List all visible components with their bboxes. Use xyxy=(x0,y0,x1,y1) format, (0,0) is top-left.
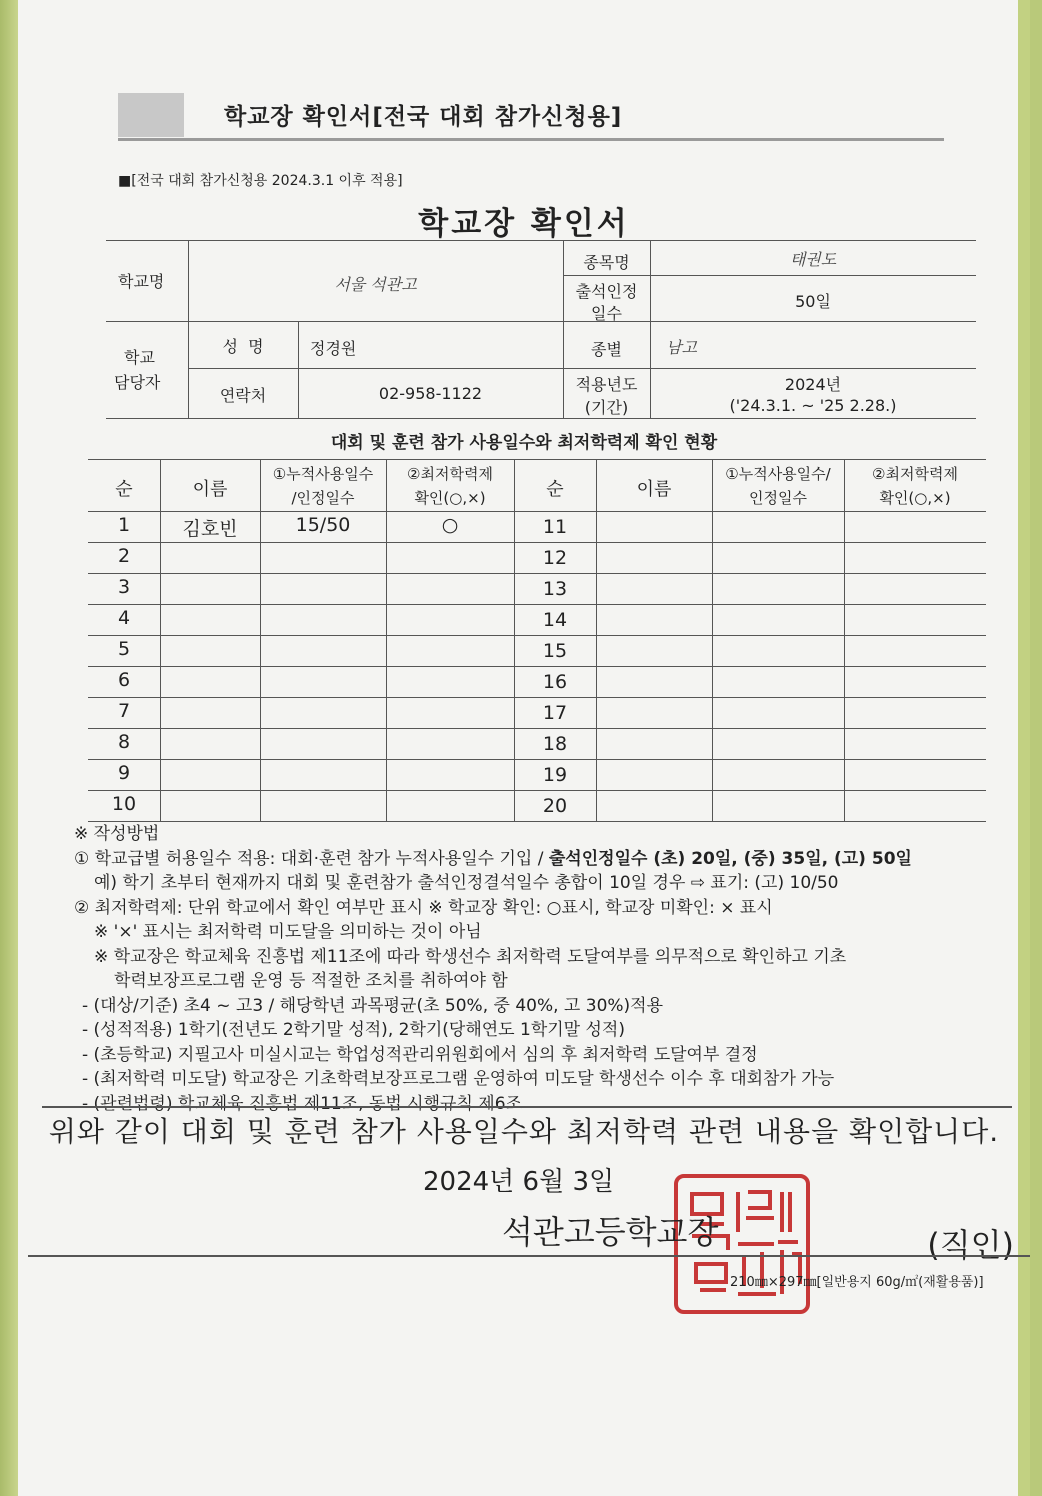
name-value: 정경원 xyxy=(310,339,357,358)
row-15-no: 15 xyxy=(542,640,568,662)
table-column-rule xyxy=(386,459,387,821)
note-5: 학력보장프로그램 운영 등 적절한 조치를 취하여야 함 xyxy=(114,971,508,991)
instructions xyxy=(74,822,1024,1116)
school-label: 학교명 xyxy=(118,272,165,291)
row-11-no: 11 xyxy=(542,516,568,538)
row-19-no: 19 xyxy=(542,764,568,786)
paper-spec-note: 210㎜×297㎜[일반용지 60g/㎡(재활용품)] xyxy=(730,1275,984,1290)
note-6: - (대상/기준) 초4 ~ 고3 / 해당학년 과목평균(초 50%, 중 40%, 고 30%)적용 xyxy=(82,995,664,1016)
note-3: ※ '×' 표시는 최저학력 미도달을 의미하는 것이 아님 xyxy=(94,922,482,942)
year-value: 2024년 xyxy=(784,375,842,394)
year-label: 적용년도 xyxy=(575,375,638,394)
instructions-heading: ※ 작성방법 xyxy=(74,824,160,844)
row-1-name: 김호빈 xyxy=(182,518,238,540)
row-10-no: 10 xyxy=(111,793,137,815)
row-14-no: 14 xyxy=(542,609,568,631)
rule xyxy=(106,240,976,241)
rule xyxy=(28,1255,1030,1257)
note-7: - (성적적용) 1학기(전년도 2학기말 성적), 2학기(당해연도 1학기말 성적) xyxy=(82,1020,625,1040)
note-8: - (초등학교) 지필고사 미실시교는 학업성적관리위원회에서 심의 후 최저학력 도달여부 결정 xyxy=(82,1044,758,1065)
table-row-rule xyxy=(88,542,986,543)
header-gray-box xyxy=(118,93,184,137)
rule xyxy=(88,459,986,460)
confirmation-statement: 위와 같이 대회 및 훈련 참가 사용일수와 최저학력 관련 내용을 확인합니다. xyxy=(48,1115,1000,1148)
table-row-rule xyxy=(88,759,986,760)
attend-value: 50일 xyxy=(795,292,831,311)
rule xyxy=(88,511,986,512)
applicability-note: ■[전국 대회 참가신청용 2024.3.1 이후 적용] xyxy=(118,173,403,189)
note-1-text: ① 학교급별 허용일수 적용: 대회·훈련 참가 누적사용일수 기입 / xyxy=(74,848,549,869)
gender-label: 종별 xyxy=(591,340,622,359)
header-check-2: 확인(○,×) xyxy=(414,489,486,507)
header-rule xyxy=(118,138,944,141)
rule xyxy=(188,368,976,369)
table-column-rule xyxy=(160,459,161,821)
header-no: 순 xyxy=(115,479,133,500)
header-name-right: 이름 xyxy=(636,479,672,500)
attend-label: 출석인정 xyxy=(575,282,638,301)
name-label: 성 명 xyxy=(222,337,264,356)
row-3-no: 3 xyxy=(117,576,131,598)
document-page xyxy=(18,0,1030,1496)
row-6-no: 6 xyxy=(117,669,131,691)
row-7-no: 7 xyxy=(117,700,131,722)
document-title: 학교장 확인서 xyxy=(418,206,630,242)
note-9: - (최저학력 미도달) 학교장은 기초학력보장프로그램 운영하여 미도달 학생선수 이수 후 대회참가 가능 xyxy=(82,1069,835,1089)
year-label-2: (기간) xyxy=(584,398,629,417)
row-13-no: 13 xyxy=(542,578,568,600)
header-days-right-2: 인정일수 xyxy=(749,489,807,507)
table-row-rule xyxy=(88,666,986,667)
note-4: ※ 학교장은 학교체육 진흥법 제11조에 따라 학생선수 최저학력 도달여부를 의무적으로 확인하고 기초 xyxy=(94,946,847,967)
row-4-no: 4 xyxy=(117,607,131,629)
principal-name: 석관고등학교장 xyxy=(502,1213,719,1251)
rule xyxy=(298,321,299,418)
row-1-days: 15/50 xyxy=(295,514,351,536)
header-name: 이름 xyxy=(192,479,228,500)
row-1-no: 1 xyxy=(117,514,131,536)
manager-label: 학교 xyxy=(124,348,155,367)
note-10: - (관련법령) 학교체육 진흥법 제11조, 동법 시행규칙 제6조 xyxy=(82,1093,522,1114)
row-17-no: 17 xyxy=(542,702,568,724)
manager-label-2: 담당자 xyxy=(114,373,161,392)
header-no-right: 순 xyxy=(546,479,564,500)
table-row-rule xyxy=(88,790,986,791)
header-check: ②최저학력제 xyxy=(407,465,493,483)
sport-value: 태권도 xyxy=(789,250,837,269)
contact-label: 연락처 xyxy=(219,386,267,405)
note-1 xyxy=(74,847,1024,872)
table-row-rule xyxy=(88,635,986,636)
row-5-no: 5 xyxy=(117,638,131,660)
row-20-no: 20 xyxy=(542,795,568,817)
table-row-rule xyxy=(88,604,986,605)
contact-value: 02-958-1122 xyxy=(378,384,483,403)
year-period: ('24.3.1. ~ '25 2.28.) xyxy=(729,396,897,415)
header-check-right: ②최저학력제 xyxy=(872,465,958,483)
school-value: 서울 석관고 xyxy=(334,275,417,294)
row-16-no: 16 xyxy=(542,671,568,693)
table-column-rule xyxy=(844,459,845,821)
table-row-rule xyxy=(88,728,986,729)
background-edge xyxy=(0,0,18,1496)
attend-label-2: 일수 xyxy=(591,304,622,323)
row-2-no: 2 xyxy=(117,545,131,567)
rule xyxy=(563,275,976,276)
header-check-right-2: 확인(○,×) xyxy=(879,489,951,507)
header-title: 학교장 확인서[전국 대회 참가신청용] xyxy=(224,104,623,130)
sport-label: 종목명 xyxy=(583,253,630,272)
row-1-check: ○ xyxy=(441,514,459,536)
table-column-rule xyxy=(260,459,261,821)
table-row-rule xyxy=(88,573,986,574)
table-column-rule xyxy=(712,459,713,821)
rule xyxy=(42,1106,1012,1108)
table-column-rule xyxy=(596,459,597,821)
row-12-no: 12 xyxy=(542,547,568,569)
table-row-rule xyxy=(88,697,986,698)
row-9-no: 9 xyxy=(117,762,131,784)
row-8-no: 8 xyxy=(117,731,131,753)
header-days-right: ①누적사용일수/ xyxy=(725,465,831,483)
status-table-title: 대회 및 훈련 참가 사용일수와 최저학력제 확인 현황 xyxy=(330,433,718,453)
gender-value: 남고 xyxy=(666,338,697,357)
rule xyxy=(106,321,976,322)
note-2: ② 최저학력제: 단위 학교에서 확인 여부만 표시 ※ 학교장 확인: ○표시, 학교장 미확인: × 표시 xyxy=(74,897,773,918)
seal-label: (직인) xyxy=(927,1226,1014,1264)
header-days-2: /인정일수 xyxy=(291,489,355,507)
rule xyxy=(106,418,976,419)
table-column-rule xyxy=(514,459,515,821)
note-1-example: 예) 학기 초부터 현재까지 대회 및 훈련참가 출석인정결석일수 총합이 10일 경우 ⇨ 표기: (고) 10/50 xyxy=(94,873,839,893)
row-18-no: 18 xyxy=(542,733,568,755)
note-1-bold: 출석인정일수 (초) 20일, (중) 35일, (고) 50일 xyxy=(548,848,912,869)
header-days: ①누적사용일수 xyxy=(272,465,374,483)
issue-date: 2024년 6월 3일 xyxy=(423,1167,615,1197)
